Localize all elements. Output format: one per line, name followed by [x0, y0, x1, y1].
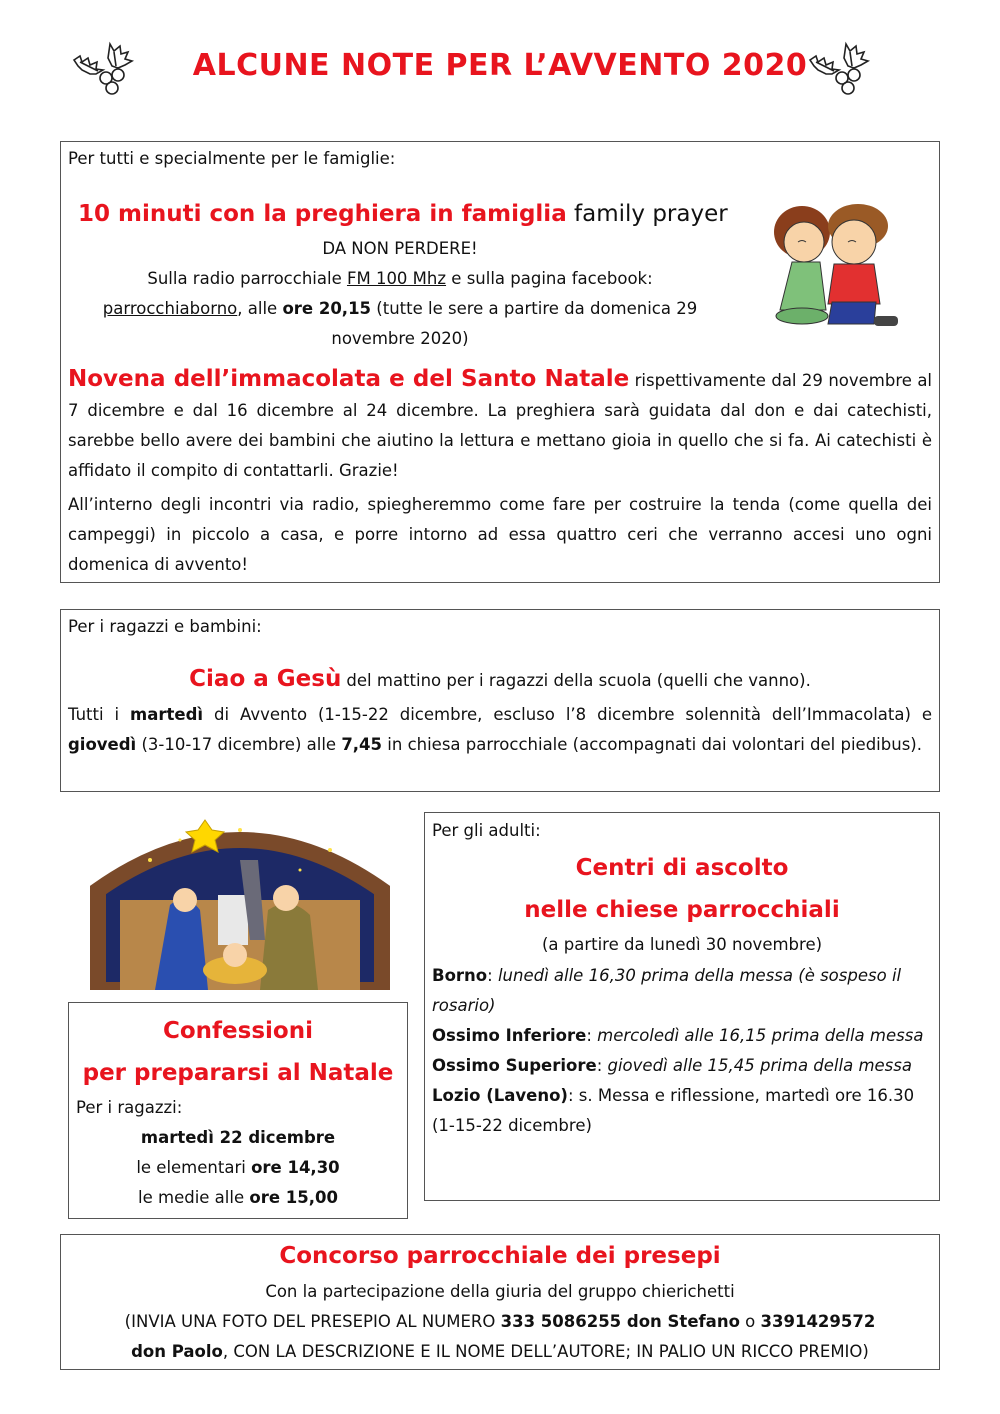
- ragazzi-intro: Per i ragazzi e bambini:: [68, 617, 262, 636]
- confessioni-details: martedì 22 dicembre le elementari ore 14,30 le medie alle ore 15,00: [136, 1128, 340, 1207]
- page-title: ALCUNE NOTE PER L’AVVENTO 2020: [192, 48, 808, 83]
- adulti-list: [432, 961, 928, 1141]
- ragazzi-heading: Ciao a Gesù del mattino per i ragazzi della scuola (quelli che vanno).: [189, 666, 811, 692]
- list-item: Borno: lunedì alle 16,30 prima della messa (è sospeso il rosario): [432, 966, 902, 1015]
- adulti-intro: Per gli adulti:: [432, 821, 541, 840]
- list-item: Ossimo Superiore: giovedì alle 15,45 prima della messa: [432, 1056, 912, 1075]
- confessioni-title-2: per prepararsi al Natale: [82, 1060, 394, 1086]
- list-item: Lozio (Laveno): s. Messa e riflessione, martedì ore 16.30 (1-15-22 dicembre): [432, 1086, 915, 1135]
- famiglie-details: DA NON PERDERE! Sulla radio parrocchiale FM 100 Mhz e sulla pagina facebook: parrocchiaborno, alle ore 20,15 (tutte le sere a partire da domenica 29 novembre 2020): [102, 239, 698, 348]
- adulti-title-1: Centri di ascolto: [575, 855, 789, 881]
- adulti-subtitle: (a partire da lunedì 30 novembre): [541, 935, 823, 954]
- famiglie-intro: Per tutti e specialmente per le famiglie:: [68, 149, 396, 168]
- famiglie-heading: 10 minuti con la preghiera in famiglia family prayer: [78, 201, 728, 227]
- list-item: Ossimo Inferiore: mercoledì alle 16,15 prima della messa: [432, 1026, 924, 1045]
- nativity-image: [90, 800, 390, 990]
- confessioni-title-1: Confessioni: [163, 1018, 313, 1044]
- concorso-details: Con la partecipazione della giuria del gruppo chierichetti (INVIA UNA FOTO DEL PRESEPIO AL NUMERO 333 5086255 don Stefano o 3391429572 don Paolo, CON LA DESCRIZIONE E IL NOME DELL’AUTORE; IN PALIO UN RICCO PREMIO): [124, 1282, 876, 1361]
- ragazzi-paragraph: Tutti i martedì di Avvento (1-15-22 dicembre, escluso l’8 dicembre solennità dell’Immacolata) e giovedì (3-10-17 dicembre) alle 7,45 in chiesa parrocchiale (accompagnati dai volontari del piedibus).: [68, 705, 933, 754]
- adulti-title-2: nelle chiese parrocchiali: [524, 897, 840, 923]
- praying-children-image: [762, 192, 908, 338]
- confessioni-intro: Per i ragazzi:: [76, 1098, 183, 1117]
- tenda-paragraph: All’interno degli incontri via radio, spiegheremmo come fare per costruire la tenda (come quella dei campeggi) in piccolo a casa, e porre intorno ad essa quattro ceri che verranno accesi uno ogni domenica di avvento!: [68, 495, 932, 574]
- novena-paragraph: Novena dell’immacolata e del Santo Natale rispettivamente dal 29 novembre al 7 dicembre e dal 16 dicembre al 24 dicembre. La preghiera sarà guidata dal don e dai catechisti, sarebbe bello avere dei bambini che aiutino la lettura e mettano gioia in quello che si fa. Ai catechisti è affidato il compito di contattarli. Grazie!: [68, 366, 933, 480]
- concorso-title: Concorso parrocchiale dei presepi: [279, 1243, 721, 1269]
